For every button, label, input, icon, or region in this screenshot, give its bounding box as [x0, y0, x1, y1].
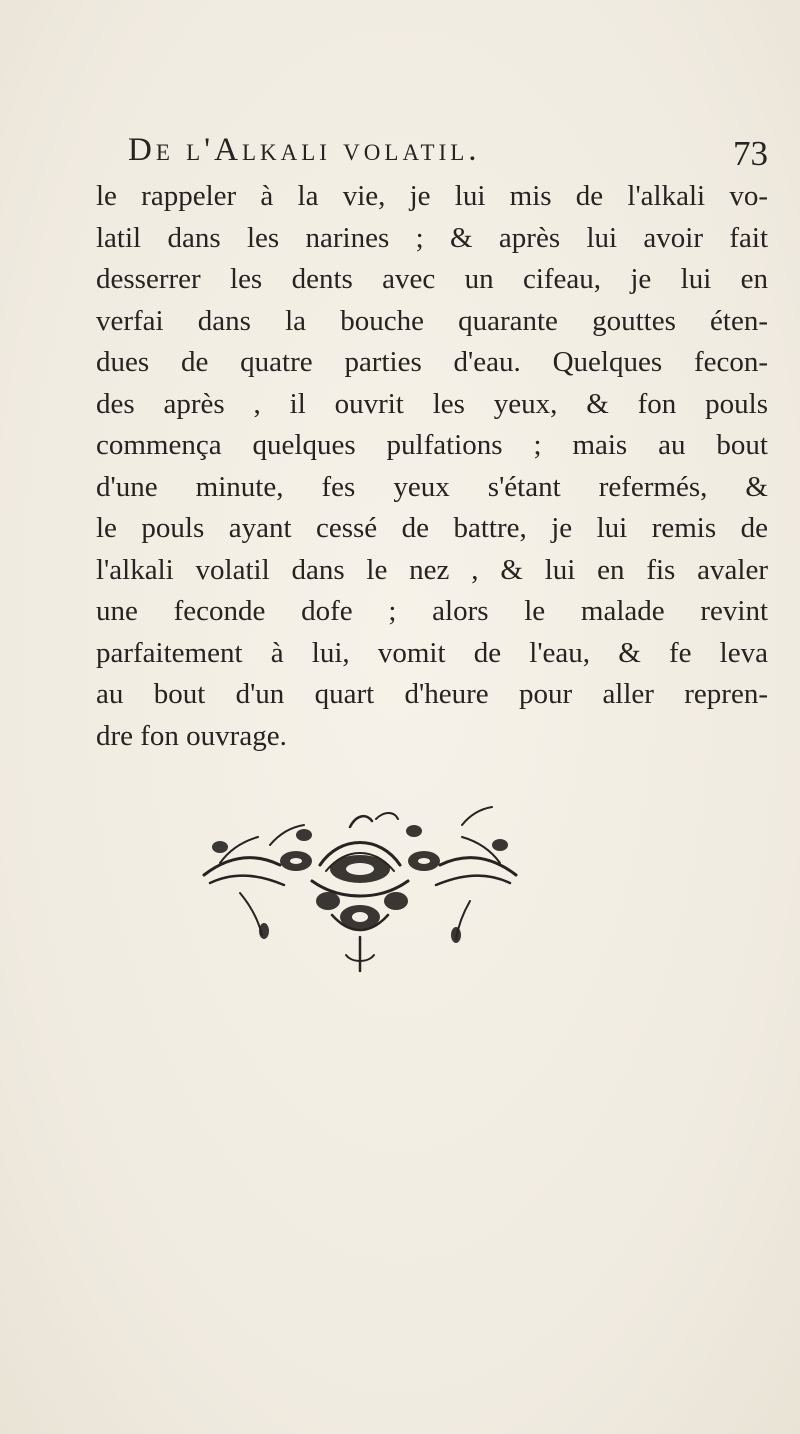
text-line: d'une minute, fes yeux s'étant refermés, & [96, 470, 768, 503]
text-line: desserrer les dents avec un cifeau, je lui en [96, 263, 768, 295]
running-head [128, 128, 768, 178]
text-line: au bout d'un quart d'heure pour aller repren- [96, 678, 768, 710]
text-line: le pouls ayant cessé de battre, je lui remis de [96, 512, 768, 544]
floral-tailpiece-icon [200, 805, 520, 977]
text-line: verfai dans la bouche quarante gouttes éten- [96, 304, 768, 337]
text-line: parfaitement à lui, vomit de l'eau, & fe leva [96, 636, 768, 669]
body-paragraph [96, 176, 768, 757]
text-line: dues de quatre parties d'eau. Quelques fecon- [96, 346, 768, 378]
text-line-last: dre fon ouvrage. [96, 719, 287, 752]
page-number: 73 [733, 134, 768, 173]
running-title: De l'Alkali volatil. [128, 132, 481, 168]
text-line: une feconde dofe ; alors le malade revint [96, 595, 768, 627]
text-line: le rappeler à la vie, je lui mis de l'alkali vo- [96, 180, 768, 212]
text-line: l'alkali volatil dans le nez , & lui en fis avaler [96, 553, 768, 586]
text-line: commença quelques pulfations ; mais au bout [96, 429, 768, 461]
text-line: des après , il ouvrit les yeux, & fon pouls [96, 387, 768, 420]
text-line: latil dans les narines ; & après lui avoir fait [96, 221, 768, 254]
